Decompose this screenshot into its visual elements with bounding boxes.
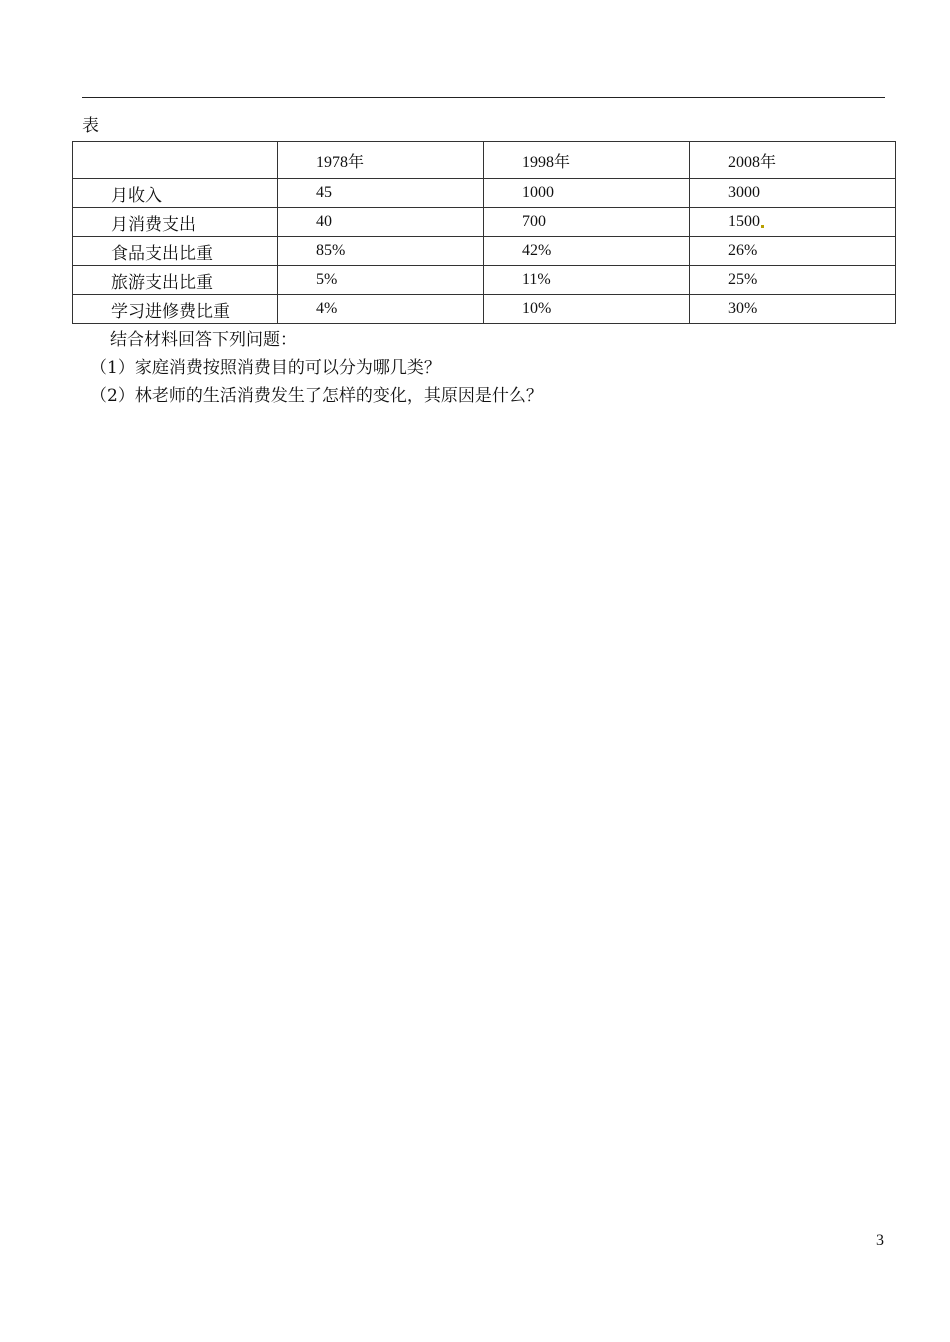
table-cell-with-mark [690,208,896,237]
header-cell-2008: 2008年 [690,142,896,179]
table-cell: 5% [278,266,484,295]
marker-dot-icon [761,225,764,228]
row-label: 月收入 [73,179,278,208]
table-cell: 3000 [690,179,896,208]
header-cell-1998: 1998年 [484,142,690,179]
table-cell: 30% [690,295,896,324]
table-cell: 45 [278,179,484,208]
table-cell: 40 [278,208,484,237]
table-cell: 26% [690,237,896,266]
table-cell: 42% [484,237,690,266]
table-cell: 10% [484,295,690,324]
table-cell: 11% [484,266,690,295]
data-table [72,141,896,324]
table-cell: 25% [690,266,896,295]
table-row [73,295,896,324]
header-rule [82,97,885,98]
header-cell-1978: 1978年 [278,142,484,179]
page-number: 3 [876,1232,884,1249]
table-header-row [73,142,896,179]
table-cell: 4% [278,295,484,324]
table-row [73,237,896,266]
table-cell: 85% [278,237,484,266]
table-cell-value: 1500 [728,213,760,230]
question-2: （2）林老师的生活消费发生了怎样的变化，其原因是什么？ [90,386,543,406]
row-label: 食品支出比重 [73,237,278,266]
table-row [73,208,896,237]
table-row [73,266,896,295]
row-label: 旅游支出比重 [73,266,278,295]
prompt-text: 结合材料回答下列问题： [110,330,297,350]
question-1: （1）家庭消费按照消费目的可以分为哪几类？ [90,358,441,378]
row-label: 学习进修费比重 [73,295,278,324]
table-cell: 700 [484,208,690,237]
table-row [73,179,896,208]
table-caption: 表 [82,116,99,136]
table-cell: 1000 [484,179,690,208]
header-cell-empty [73,142,278,179]
row-label: 月消费支出 [73,208,278,237]
